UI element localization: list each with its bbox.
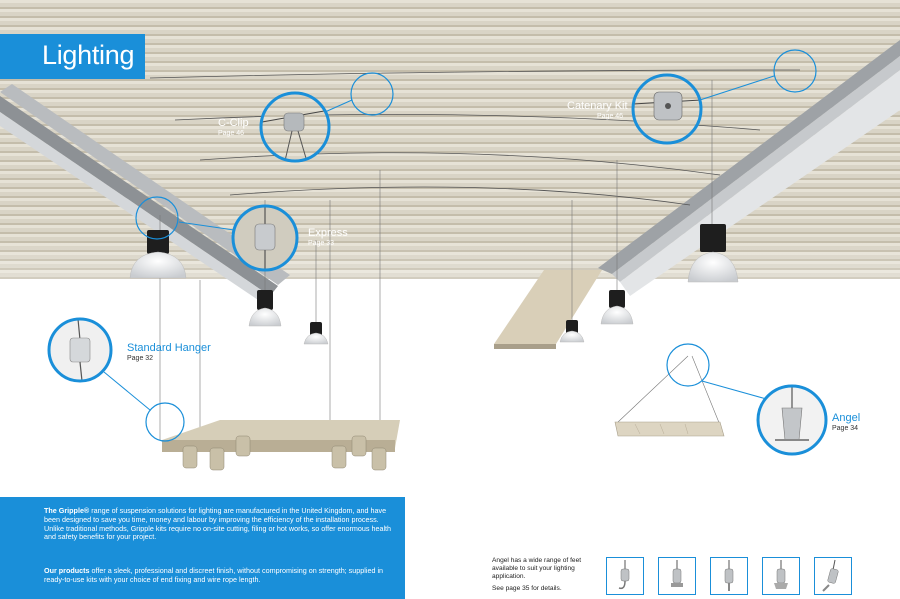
catenary-kit-label	[567, 101, 628, 120]
c-clip-name: C-Clip	[218, 117, 249, 129]
flat-foot-icon	[659, 558, 695, 594]
pendant-light-small-4	[601, 290, 633, 324]
angel-foot-stud	[710, 557, 748, 595]
standard-hanger-page: Page 32	[127, 354, 154, 362]
title-banner	[0, 34, 145, 79]
angel-foot-bracket	[762, 557, 800, 595]
page-title: Lighting	[42, 40, 135, 70]
angel-name: Angel	[832, 412, 861, 424]
hook-foot-icon	[607, 558, 643, 594]
express-detail	[233, 206, 297, 270]
catenary-kit-name: Catenary Kit	[567, 100, 628, 112]
angled-foot-icon	[815, 558, 851, 594]
angel-detail	[758, 386, 826, 454]
bracket-foot-icon	[763, 558, 799, 594]
ceiling-panel-fixture	[494, 270, 602, 349]
angel-page: Page 34	[832, 424, 859, 432]
stud-foot-icon	[711, 558, 747, 594]
angel-label	[832, 413, 860, 432]
info-paragraph-2	[44, 567, 394, 585]
pendant-light-small-2	[304, 322, 328, 344]
catenary-kit-page: Page 46	[597, 112, 624, 120]
feet-note-text: Angel has a wide range of feet available to suit your lighting application.	[492, 557, 582, 581]
info-box	[0, 497, 405, 599]
brand-name: The Gripple®	[44, 506, 90, 515]
info-paragraph-1	[44, 507, 394, 542]
c-clip-label	[218, 118, 249, 137]
standard-hanger-label	[127, 343, 211, 362]
angel-foot-flat	[658, 557, 696, 595]
spotlight-frame	[162, 420, 400, 470]
feet-note	[492, 557, 602, 593]
info-p1-text: range of suspension solutions for lighting are manufactured in the United Kingdom, and have been designed to save you time, money and labour by improving the efficiency of the installation process. Unlike traditional methods, Gripple kits require no on-site cutting, filing or hot works, so offer enormous health and safety benefits for your project.	[44, 506, 392, 542]
standard-hanger-name: Standard Hanger	[127, 342, 211, 354]
suspended-flat-panel	[615, 422, 724, 436]
info-lead: Our products	[44, 566, 90, 575]
express-name: Express	[308, 227, 348, 239]
info-p2-text: offer a sleek, professional and discreet finish, without compromising on strength; supplied in ready-to-use kits with your choice of end fixing and wire rope length.	[44, 566, 384, 584]
express-page: Page 33	[308, 239, 335, 247]
angel-foot-angled	[814, 557, 852, 595]
catenary-kit-detail	[633, 75, 701, 143]
standard-hanger-detail	[49, 319, 111, 381]
feet-see-page: See page 35 for details.	[492, 584, 562, 592]
express-label	[308, 228, 348, 247]
angel-foot-hook	[606, 557, 644, 595]
c-clip-page: Page 46	[218, 129, 245, 137]
